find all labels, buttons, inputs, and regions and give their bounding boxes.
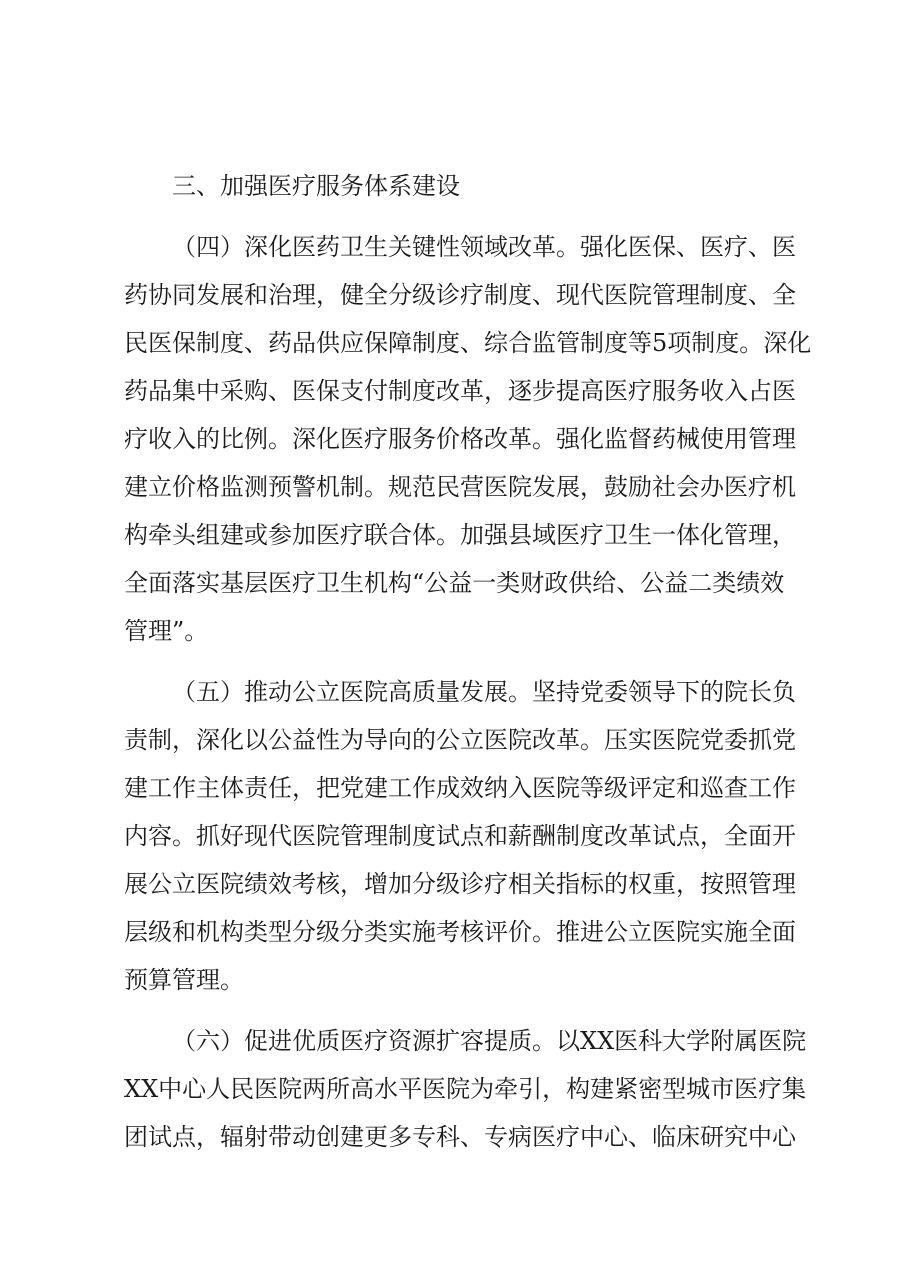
paragraph-line: 展公立医院绩效考核，增加分级诊疗相关指标的权重，按照管理 <box>124 870 796 898</box>
document-body <box>124 162 824 1174</box>
paragraph-line: 预算管理。 <box>124 966 244 994</box>
section-heading: 三、加强医疗服务体系建设 <box>172 172 460 200</box>
paragraph-line: 药协同发展和治理，健全分级诊疗制度、现代医院管理制度、全 <box>124 281 796 309</box>
paragraph-public-hospitals <box>124 668 824 1004</box>
paragraph-line: 团试点，辐射带动创建更多专科、专病医疗中心、临床研究中心 <box>124 1123 796 1151</box>
paragraph-line: 建工作主体责任，把党建工作成效纳入医院等级评定和巡查工作 <box>124 774 796 802</box>
paragraph-line: 层级和机构类型分级分类实施考核评价。推进公立医院实施全面 <box>124 918 796 946</box>
paragraph-line: （四）深化医药卫生关键性领域改革。强化医保、医疗、医 <box>172 233 796 261</box>
paragraph-reform <box>124 223 824 655</box>
paragraph-line: XX中心人民医院两所高水平医院为牵引，构建紧密型城市医疗集 <box>124 1075 807 1103</box>
paragraph-line: （六）促进优质医疗资源扩容提质。以XX医科大学附属医院 <box>172 1027 807 1055</box>
paragraph-line: （五）推动公立医院高质量发展。坚持党委领导下的院长负 <box>172 678 796 706</box>
paragraph-line: 内容。抓好现代医院管理制度试点和薪酬制度改革试点，全面开 <box>124 822 796 850</box>
paragraph-line: 民医保制度、药品供应保障制度、综合监管制度等5项制度。深化 <box>124 329 812 357</box>
paragraph-quality-resources <box>124 1017 824 1161</box>
paragraph-line: 责制，深化以公益性为导向的公立医院改革。压实医院党委抓党 <box>124 726 796 754</box>
paragraph-line: 疗收入的比例。深化医疗服务价格改革。强化监督药械使用管理 <box>124 425 796 453</box>
paragraph-line: 建立价格监测预警机制。规范民营医院发展，鼓励社会办医疗机 <box>124 473 796 501</box>
paragraph-line: 管理”。 <box>124 617 209 645</box>
paragraph-line: 构牵头组建或参加医疗联合体。加强县域医疗卫生一体化管理， <box>124 521 796 549</box>
paragraph-line: 全面落实基层医疗卫生机构“公益一类财政供给、公益二类绩效 <box>124 569 785 597</box>
paragraph-line: 药品集中采购、医保支付制度改革，逐步提高医疗服务收入占医 <box>124 377 796 405</box>
